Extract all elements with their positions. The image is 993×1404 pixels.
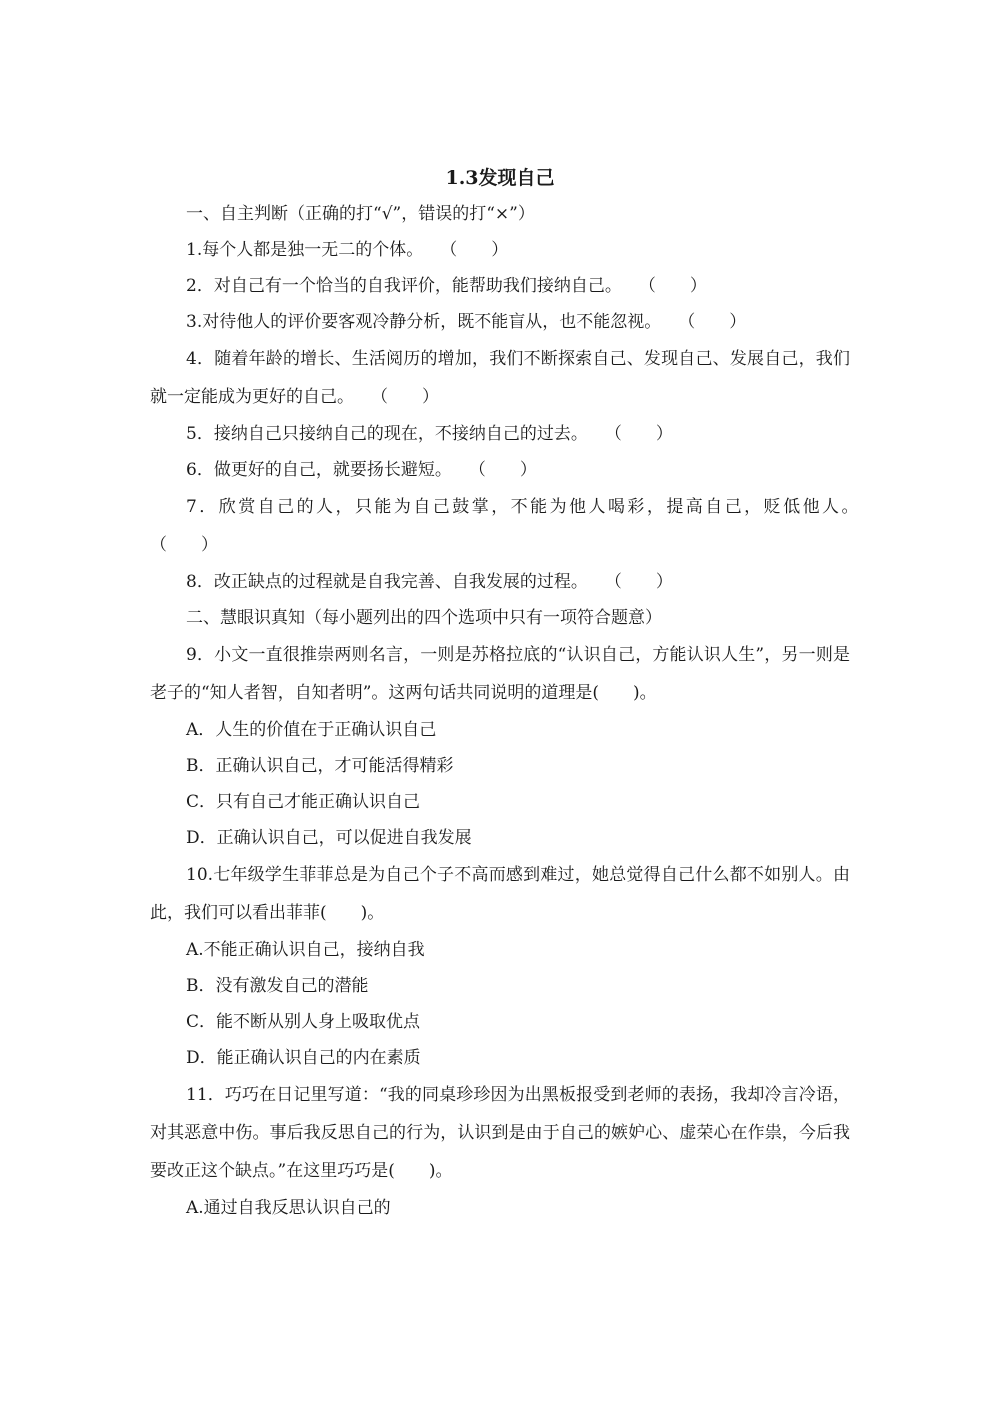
document-page	[150, 160, 884, 1226]
question-9-option-c: C．只有自己才能正确认识自己	[186, 792, 421, 812]
judgement-item-4: 4．随着年龄的增长、生活阅历的增加，我们不断探索自己、发现自己、发展自己，我们就一定能成为更好的自己。 （ ）	[150, 349, 850, 407]
question-11-option-a: A.通过自我反思认识自己的	[186, 1198, 391, 1218]
question-10-stem: 10.七年级学生菲菲总是为自己个子不高而感到难过，她总觉得自己什么都不如别人。由此，我们可以看出菲菲( )。	[150, 865, 850, 923]
judgement-item-7: 7．欣赏自己的人，只能为自己鼓掌，不能为他人喝彩，提高自己，贬低他人。 （ ）	[150, 497, 884, 555]
judgement-item-3: 3.对待他人的评价要客观冷静分析，既不能盲从，也不能忽视。 （ ）	[186, 312, 747, 332]
question-10-option-a: A.不能正确认识自己，接纳自我	[186, 940, 425, 960]
section2-heading: 二、慧眼识真知（每小题列出的四个选项中只有一项符合题意）	[186, 608, 662, 628]
question-9-option-b: B．正确认识自己，才可能活得精彩	[186, 756, 454, 776]
judgement-item-1: 1.每个人都是独一无二的个体。 （ ）	[186, 240, 509, 260]
question-10-option-d: D．能正确认识自己的内在素质	[186, 1048, 421, 1068]
question-9-stem: 9．小文一直很推崇两则名言，一则是苏格拉底的“认识自己，方能认识人生”，另一则是老子的“知人者智，自知者明”。这两句话共同说明的道理是( )。	[150, 645, 850, 703]
judgement-item-6: 6．做更好的自己，就要扬长避短。 （ ）	[186, 460, 537, 480]
question-11-stem: 11．巧巧在日记里写道：“我的同桌珍珍因为出黑板报受到老师的表扬，我却冷言冷语，对其恶意中伤。事后我反思自己的行为，认识到是由于自己的嫉妒心、虚荣心在作祟，今后我要改正这个缺点。”在这里巧巧是( )。	[150, 1085, 850, 1181]
judgement-item-2: 2．对自己有一个恰当的自我评价，能帮助我们接纳自己。 （ ）	[186, 276, 707, 296]
judgement-item-8: 8．改正缺点的过程就是自我完善、自我发展的过程。 （ ）	[186, 572, 673, 592]
question-10-option-c: C．能不断从别人身上吸取优点	[186, 1012, 421, 1032]
section1-heading: 一、自主判断（正确的打“√”，错误的打“×”）	[186, 204, 535, 224]
question-10-option-b: B．没有激发自己的潜能	[186, 976, 369, 996]
question-9-option-a: A．人生的价值在于正确认识自己	[186, 720, 437, 740]
question-9-option-d: D．正确认识自己，可以促进自我发展	[186, 828, 472, 848]
page-title: 1.3发现自己	[445, 167, 555, 189]
judgement-item-5: 5．接纳自己只接纳自己的现在，不接纳自己的过去。 （ ）	[186, 424, 673, 444]
